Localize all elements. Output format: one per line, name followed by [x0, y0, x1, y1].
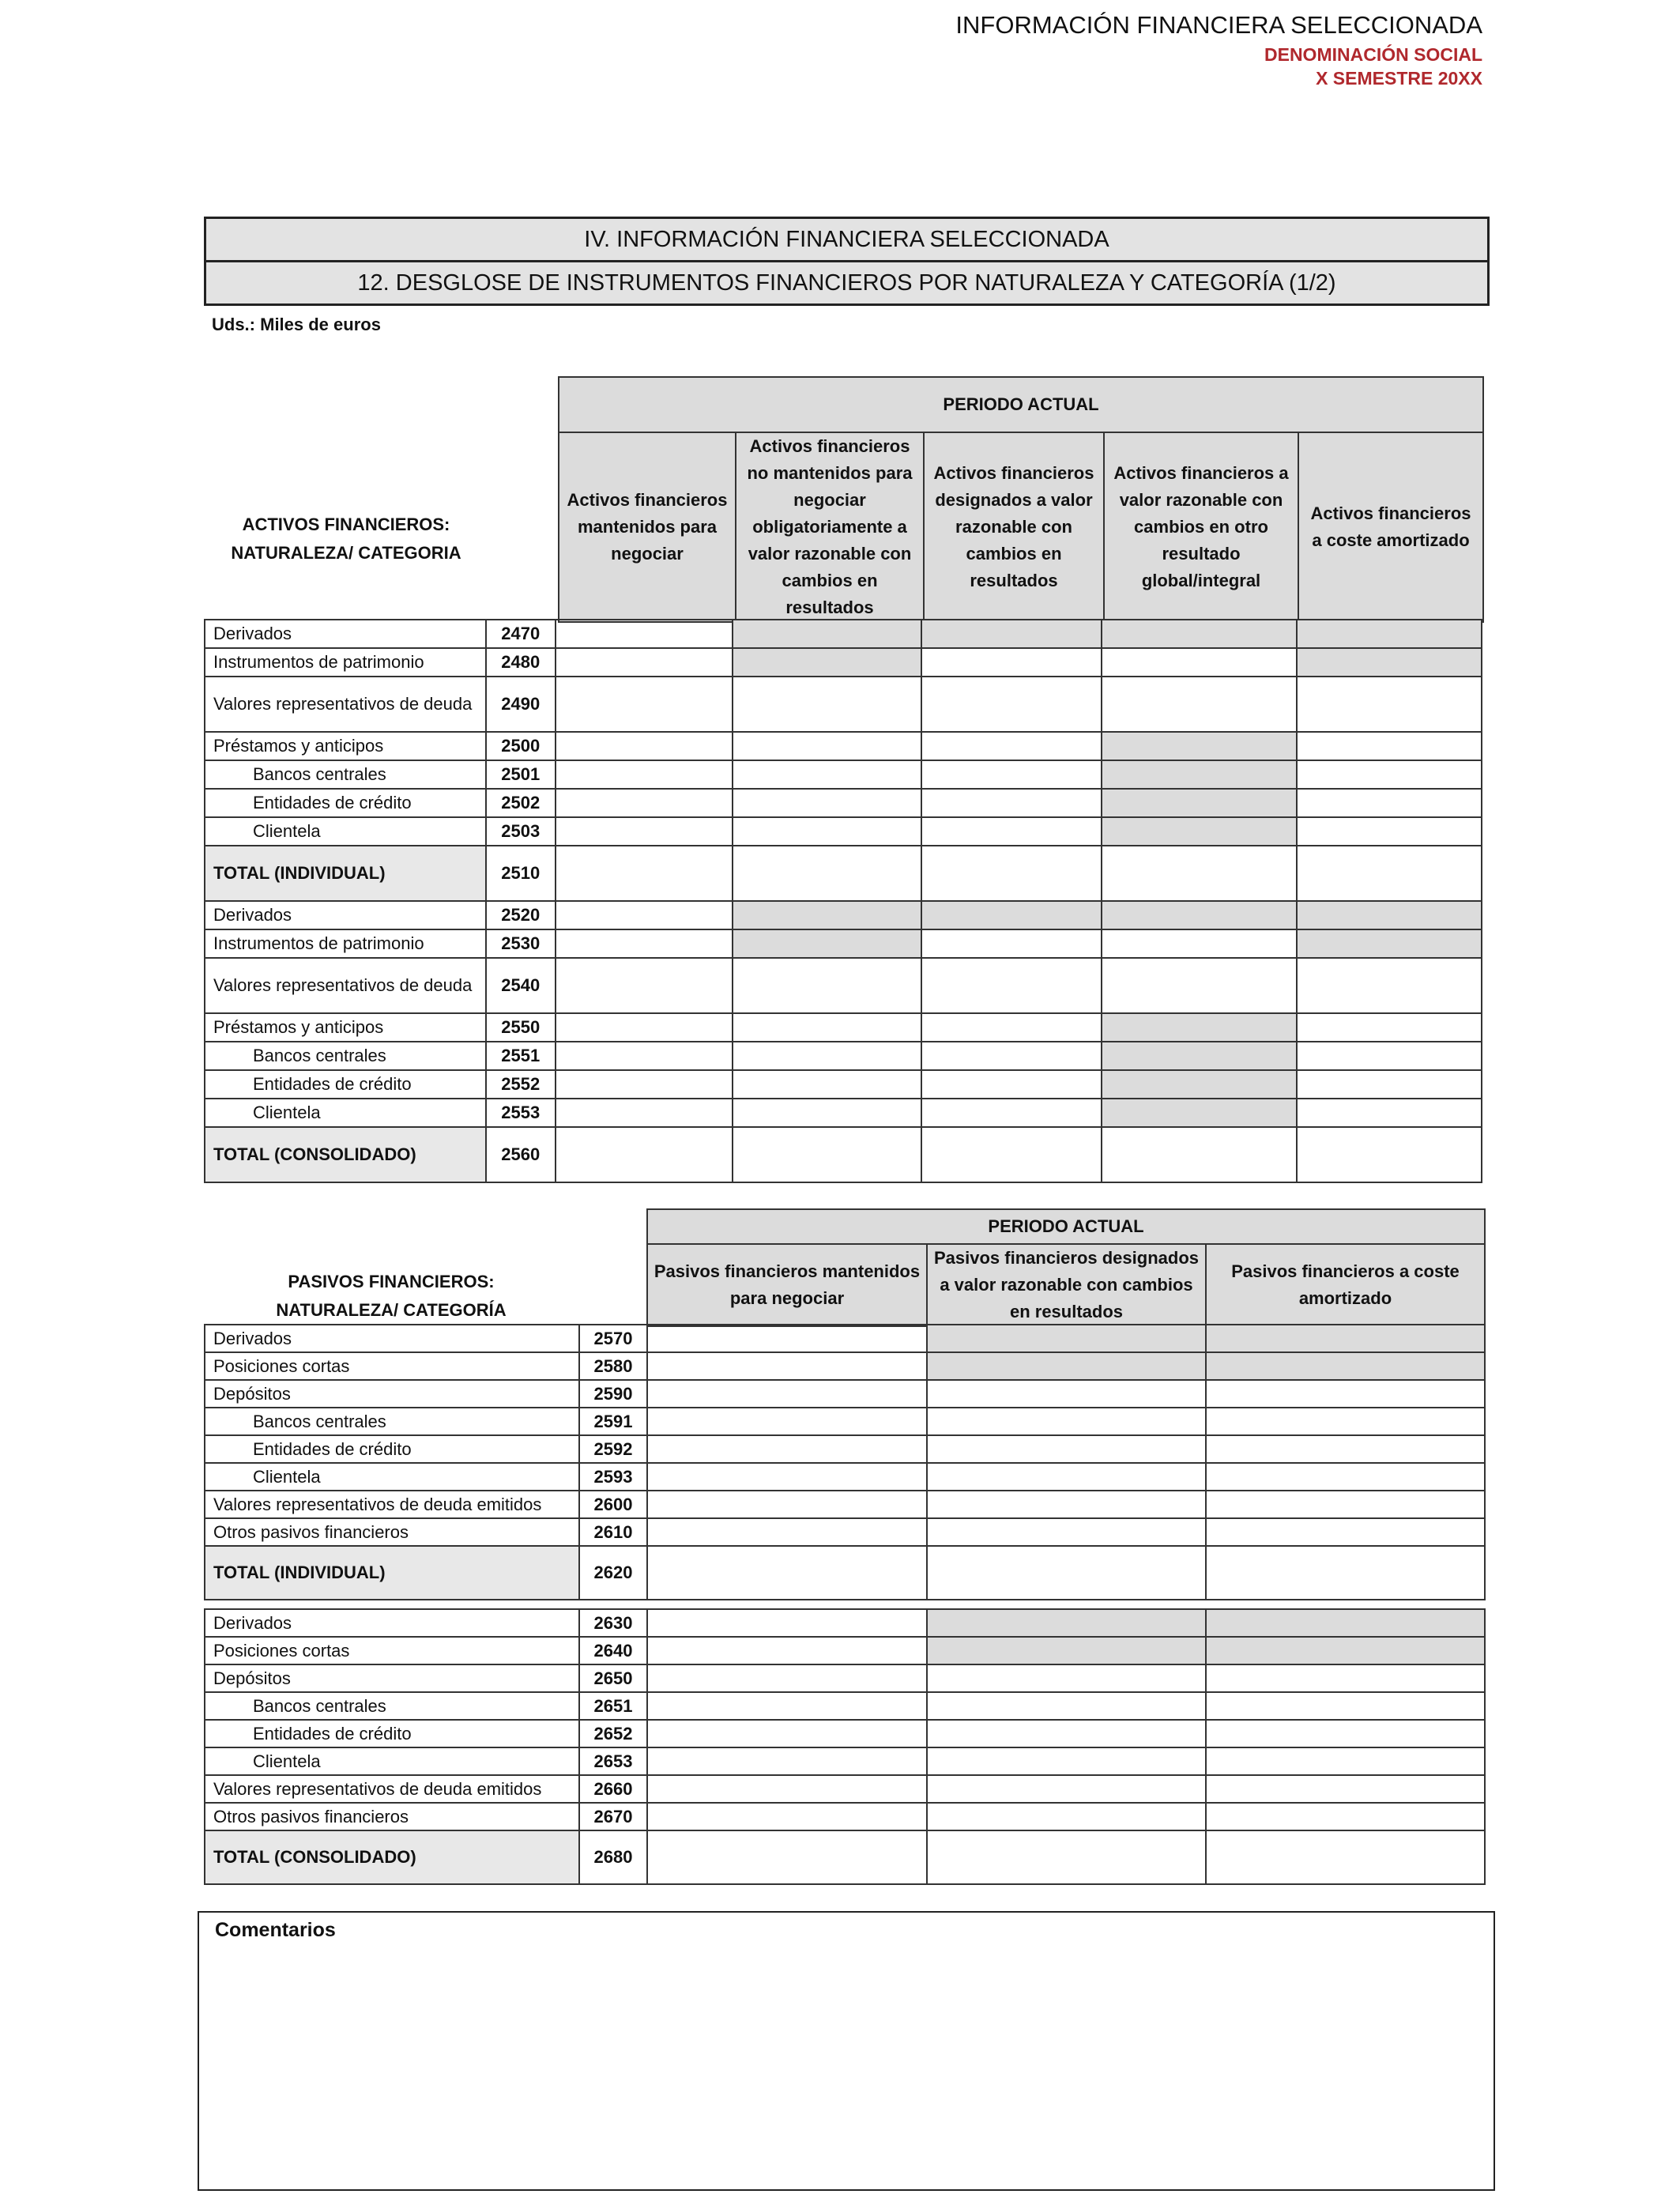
row-label: Posiciones cortas: [205, 1352, 579, 1380]
value-cell[interactable]: [647, 1325, 927, 1352]
row-label: Valores representativos de deuda emitidos: [205, 1491, 579, 1518]
disabled-cell: [1297, 929, 1482, 958]
value-cell[interactable]: [733, 958, 921, 1013]
disabled-cell: [733, 929, 921, 958]
value-cell[interactable]: [556, 1099, 733, 1127]
period-label: X SEMESTRE 20XX: [1316, 68, 1482, 89]
value-cell[interactable]: [1206, 1775, 1485, 1803]
value-cell[interactable]: [927, 1803, 1206, 1830]
value-cell[interactable]: [556, 901, 733, 929]
comments-box[interactable]: [198, 1911, 1495, 2191]
disabled-cell: [1102, 1099, 1296, 1127]
disabled-cell: [1102, 789, 1296, 817]
row-label: Derivados: [205, 1609, 579, 1637]
row-label: Clientela: [205, 1747, 579, 1775]
disabled-cell: [1206, 1325, 1485, 1352]
row-label: Derivados: [205, 620, 486, 648]
row-label: Clientela: [205, 817, 486, 846]
value-cell[interactable]: [927, 1664, 1206, 1692]
row-label: Otros pasivos financieros: [205, 1803, 579, 1830]
disabled-cell: [927, 1325, 1206, 1352]
disabled-cell: [1297, 901, 1482, 929]
row-label: TOTAL (INDIVIDUAL): [205, 846, 486, 901]
assets-period-header: PERIODO ACTUAL: [559, 377, 1483, 432]
value-cell[interactable]: [921, 789, 1102, 817]
table-row: [205, 732, 1482, 760]
value-cell[interactable]: [556, 958, 733, 1013]
table-row: [205, 1408, 1485, 1435]
assets-label-line1: ACTIVOS FINANCIEROS:: [242, 515, 450, 534]
disabled-cell: [1102, 760, 1296, 789]
row-label: Depósitos: [205, 1380, 579, 1408]
value-cell[interactable]: [1206, 1747, 1485, 1775]
value-cell[interactable]: [647, 1692, 927, 1720]
disabled-cell: [1206, 1352, 1485, 1380]
comments-label: Comentarios: [215, 1919, 336, 1941]
assets-col-header: Activos financieros no mantenidos para negociar obligatoriamente a valor razonable con cambios en resultados: [736, 432, 924, 622]
row-code: 2630: [579, 1609, 647, 1637]
assets-col-header: Activos financieros a coste amortizado: [1298, 432, 1483, 622]
row-code: 2592: [579, 1435, 647, 1463]
value-cell[interactable]: [1206, 1463, 1485, 1491]
value-cell[interactable]: [921, 817, 1102, 846]
assets-individual-table: [204, 619, 1482, 902]
value-cell[interactable]: [556, 648, 733, 677]
row-code: 2590: [579, 1380, 647, 1408]
table-row: [205, 1830, 1485, 1884]
value-cell[interactable]: [1297, 789, 1482, 817]
row-code: 2501: [486, 760, 556, 789]
value-cell[interactable]: [556, 1042, 733, 1070]
table-row: [205, 1463, 1485, 1491]
value-cell[interactable]: [927, 1491, 1206, 1518]
value-cell[interactable]: [1206, 1803, 1485, 1830]
value-cell[interactable]: [647, 1830, 927, 1884]
value-cell[interactable]: [556, 817, 733, 846]
row-code: 2530: [486, 929, 556, 958]
value-cell[interactable]: [1206, 1518, 1485, 1546]
row-code: 2500: [486, 732, 556, 760]
row-label: Entidades de crédito: [205, 789, 486, 817]
table-row: [205, 1127, 1482, 1182]
row-label: Instrumentos de patrimonio: [205, 929, 486, 958]
value-cell[interactable]: [921, 732, 1102, 760]
assets-label-line2: NATURALEZA/ CATEGORIA: [231, 543, 461, 563]
value-cell[interactable]: [921, 929, 1102, 958]
value-cell[interactable]: [921, 958, 1102, 1013]
disabled-cell: [927, 1637, 1206, 1664]
row-code: 2651: [579, 1692, 647, 1720]
disabled-cell: [1297, 648, 1482, 677]
row-code: 2490: [486, 677, 556, 732]
page-header-title: INFORMACIÓN FINANCIERA SELECCIONADA: [955, 11, 1482, 39]
value-cell[interactable]: [733, 846, 921, 901]
disabled-cell: [1102, 1013, 1296, 1042]
table-row: [205, 846, 1482, 901]
row-label: Depósitos: [205, 1664, 579, 1692]
table-row: [205, 760, 1482, 789]
value-cell[interactable]: [647, 1664, 927, 1692]
value-cell[interactable]: [556, 929, 733, 958]
table-row: [205, 620, 1482, 648]
value-cell[interactable]: [733, 817, 921, 846]
value-cell[interactable]: [1297, 1099, 1482, 1127]
value-cell[interactable]: [647, 1775, 927, 1803]
liabilities-col-header: Pasivos financieros a coste amortizado: [1206, 1244, 1485, 1326]
value-cell[interactable]: [556, 789, 733, 817]
value-cell[interactable]: [647, 1408, 927, 1435]
disabled-cell: [1297, 620, 1482, 648]
row-label: Bancos centrales: [205, 1408, 579, 1435]
value-cell[interactable]: [927, 1692, 1206, 1720]
value-cell[interactable]: [1206, 1720, 1485, 1747]
value-cell[interactable]: [556, 1070, 733, 1099]
row-label: Instrumentos de patrimonio: [205, 648, 486, 677]
value-cell[interactable]: [921, 846, 1102, 901]
assets-consolidated-table: [204, 900, 1482, 1183]
table-row: [205, 677, 1482, 732]
value-cell[interactable]: [733, 1099, 921, 1127]
value-cell[interactable]: [647, 1491, 927, 1518]
value-cell[interactable]: [647, 1546, 927, 1600]
row-code: 2503: [486, 817, 556, 846]
row-code: 2640: [579, 1637, 647, 1664]
row-code: 2480: [486, 648, 556, 677]
value-cell[interactable]: [921, 1042, 1102, 1070]
liabilities-label-line2: NATURALEZA/ CATEGORÍA: [276, 1300, 507, 1320]
value-cell[interactable]: [927, 1546, 1206, 1600]
value-cell[interactable]: [921, 648, 1102, 677]
value-cell[interactable]: [921, 1127, 1102, 1182]
value-cell[interactable]: [1102, 958, 1296, 1013]
value-cell[interactable]: [921, 1099, 1102, 1127]
table-row: [205, 1747, 1485, 1775]
row-code: 2570: [579, 1325, 647, 1352]
table-row: [205, 1609, 1485, 1637]
value-cell[interactable]: [1102, 846, 1296, 901]
row-code: 2591: [579, 1408, 647, 1435]
value-cell[interactable]: [1206, 1408, 1485, 1435]
value-cell[interactable]: [921, 1070, 1102, 1099]
table-row: [205, 648, 1482, 677]
liabilities-period-header: PERIODO ACTUAL: [647, 1209, 1485, 1244]
value-cell[interactable]: [927, 1720, 1206, 1747]
row-code: 2670: [579, 1803, 647, 1830]
table-row: [205, 1546, 1485, 1600]
disabled-cell: [1102, 817, 1296, 846]
liabilities-consolidated-table: [204, 1608, 1486, 1885]
value-cell[interactable]: [1102, 677, 1296, 732]
disabled-cell: [921, 901, 1102, 929]
row-label: Clientela: [205, 1099, 486, 1127]
value-cell[interactable]: [1297, 760, 1482, 789]
table-row: [205, 1042, 1482, 1070]
value-cell[interactable]: [1206, 1546, 1485, 1600]
row-label: Derivados: [205, 901, 486, 929]
table-row: [205, 1720, 1485, 1747]
value-cell[interactable]: [647, 1637, 927, 1664]
value-cell[interactable]: [1206, 1491, 1485, 1518]
table-row: [205, 1099, 1482, 1127]
value-cell[interactable]: [733, 1127, 921, 1182]
row-label: Clientela: [205, 1463, 579, 1491]
row-code: 2540: [486, 958, 556, 1013]
value-cell[interactable]: [647, 1720, 927, 1747]
value-cell[interactable]: [927, 1830, 1206, 1884]
row-code: 2502: [486, 789, 556, 817]
value-cell[interactable]: [556, 846, 733, 901]
row-label: Derivados: [205, 1325, 579, 1352]
disabled-cell: [1102, 1042, 1296, 1070]
value-cell[interactable]: [733, 789, 921, 817]
value-cell[interactable]: [1206, 1380, 1485, 1408]
row-code: 2600: [579, 1491, 647, 1518]
row-code: 2610: [579, 1518, 647, 1546]
row-label: Valores representativos de deuda emitidos: [205, 1775, 579, 1803]
disabled-cell: [1102, 732, 1296, 760]
value-cell[interactable]: [1206, 1830, 1485, 1884]
row-code: 2552: [486, 1070, 556, 1099]
assets-header-table: [558, 376, 1484, 623]
row-label: TOTAL (INDIVIDUAL): [205, 1546, 579, 1600]
value-cell[interactable]: [1206, 1664, 1485, 1692]
row-label: Entidades de crédito: [205, 1720, 579, 1747]
row-code: 2470: [486, 620, 556, 648]
value-cell[interactable]: [647, 1380, 927, 1408]
value-cell[interactable]: [647, 1609, 927, 1637]
value-cell[interactable]: [556, 620, 733, 648]
value-cell[interactable]: [921, 677, 1102, 732]
disabled-cell: [1102, 620, 1296, 648]
row-code: 2660: [579, 1775, 647, 1803]
row-label: Otros pasivos financieros: [205, 1518, 579, 1546]
disabled-cell: [927, 1609, 1206, 1637]
row-code: 2510: [486, 846, 556, 901]
table-row: [205, 1435, 1485, 1463]
disabled-cell: [1102, 901, 1296, 929]
liabilities-col-header: Pasivos financieros designados a valor razonable con cambios en resultados: [927, 1244, 1206, 1326]
value-cell[interactable]: [733, 677, 921, 732]
table-row: [205, 901, 1482, 929]
row-label: Valores representativos de deuda: [205, 958, 486, 1013]
value-cell[interactable]: [733, 1042, 921, 1070]
value-cell[interactable]: [1297, 817, 1482, 846]
assets-side-label: [204, 511, 488, 567]
row-label: Préstamos y anticipos: [205, 1013, 486, 1042]
value-cell[interactable]: [1297, 1013, 1482, 1042]
liabilities-col-header: Pasivos financieros mantenidos para negociar: [647, 1244, 927, 1326]
value-cell[interactable]: [1297, 1042, 1482, 1070]
section-title: IV. INFORMACIÓN FINANCIERA SELECCIONADA: [204, 217, 1490, 262]
row-code: 2520: [486, 901, 556, 929]
value-cell[interactable]: [1297, 958, 1482, 1013]
value-cell[interactable]: [647, 1463, 927, 1491]
table-row: [205, 817, 1482, 846]
row-label: Bancos centrales: [205, 1042, 486, 1070]
row-code: 2580: [579, 1352, 647, 1380]
value-cell[interactable]: [1206, 1435, 1485, 1463]
row-code: 2652: [579, 1720, 647, 1747]
value-cell[interactable]: [927, 1747, 1206, 1775]
disabled-cell: [1206, 1609, 1485, 1637]
value-cell[interactable]: [921, 1013, 1102, 1042]
value-cell[interactable]: [927, 1408, 1206, 1435]
disabled-cell: [921, 620, 1102, 648]
value-cell[interactable]: [556, 1127, 733, 1182]
table-row: [205, 1325, 1485, 1352]
assets-col-header: Activos financieros designados a valor razonable con cambios en resultados: [924, 432, 1104, 622]
value-cell[interactable]: [1102, 648, 1296, 677]
row-code: 2593: [579, 1463, 647, 1491]
liabilities-side-label: [204, 1268, 578, 1325]
row-code: 2620: [579, 1546, 647, 1600]
value-cell[interactable]: [927, 1435, 1206, 1463]
liabilities-header-table: [646, 1208, 1486, 1327]
value-cell[interactable]: [927, 1518, 1206, 1546]
units-label: Uds.: Miles de euros: [212, 315, 381, 334]
table-row: [205, 1070, 1482, 1099]
row-label: Posiciones cortas: [205, 1637, 579, 1664]
table-row: [205, 1664, 1485, 1692]
value-cell[interactable]: [556, 677, 733, 732]
row-label: TOTAL (CONSOLIDADO): [205, 1830, 579, 1884]
value-cell[interactable]: [1206, 1692, 1485, 1720]
table-row: [205, 1352, 1485, 1380]
table-row: [205, 958, 1482, 1013]
section-subtitle: 12. DESGLOSE DE INSTRUMENTOS FINANCIEROS POR NATURALEZA Y CATEGORÍA (1/2): [204, 260, 1490, 306]
value-cell[interactable]: [733, 732, 921, 760]
value-cell[interactable]: [921, 760, 1102, 789]
row-label: TOTAL (CONSOLIDADO): [205, 1127, 486, 1182]
row-label: Préstamos y anticipos: [205, 732, 486, 760]
table-row: [205, 789, 1482, 817]
liabilities-label-line1: PASIVOS FINANCIEROS:: [288, 1272, 495, 1291]
table-row: [205, 1518, 1485, 1546]
disabled-cell: [733, 648, 921, 677]
value-cell[interactable]: [1297, 846, 1482, 901]
table-row: [205, 929, 1482, 958]
value-cell[interactable]: [556, 1013, 733, 1042]
row-label: Valores representativos de deuda: [205, 677, 486, 732]
row-code: 2653: [579, 1747, 647, 1775]
value-cell[interactable]: [927, 1775, 1206, 1803]
value-cell[interactable]: [927, 1380, 1206, 1408]
row-label: Bancos centrales: [205, 760, 486, 789]
value-cell[interactable]: [647, 1747, 927, 1775]
row-label: Entidades de crédito: [205, 1070, 486, 1099]
value-cell[interactable]: [733, 1070, 921, 1099]
table-row: [205, 1692, 1485, 1720]
table-row: [205, 1775, 1485, 1803]
value-cell[interactable]: [1102, 1127, 1296, 1182]
row-code: 2650: [579, 1664, 647, 1692]
table-row: [205, 1491, 1485, 1518]
value-cell[interactable]: [1102, 929, 1296, 958]
row-code: 2553: [486, 1099, 556, 1127]
value-cell[interactable]: [647, 1518, 927, 1546]
table-row: [205, 1380, 1485, 1408]
value-cell[interactable]: [647, 1803, 927, 1830]
disabled-cell: [733, 901, 921, 929]
table-row: [205, 1637, 1485, 1664]
row-code: 2550: [486, 1013, 556, 1042]
value-cell[interactable]: [556, 732, 733, 760]
value-cell[interactable]: [1297, 732, 1482, 760]
table-row: [205, 1803, 1485, 1830]
value-cell[interactable]: [733, 1013, 921, 1042]
disabled-cell: [1102, 1070, 1296, 1099]
value-cell[interactable]: [647, 1435, 927, 1463]
disabled-cell: [927, 1352, 1206, 1380]
liabilities-individual-table: [204, 1324, 1486, 1600]
row-label: Entidades de crédito: [205, 1435, 579, 1463]
value-cell[interactable]: [647, 1352, 927, 1380]
row-code: 2560: [486, 1127, 556, 1182]
value-cell[interactable]: [927, 1463, 1206, 1491]
entity-name: DENOMINACIÓN SOCIAL: [1264, 44, 1482, 65]
row-code: 2551: [486, 1042, 556, 1070]
assets-col-header: Activos financieros a valor razonable con cambios en otro resultado global/integral: [1104, 432, 1298, 622]
value-cell[interactable]: [1297, 1070, 1482, 1099]
row-label: Bancos centrales: [205, 1692, 579, 1720]
assets-col-header: Activos financieros mantenidos para negociar: [559, 432, 736, 622]
disabled-cell: [733, 620, 921, 648]
value-cell[interactable]: [1297, 1127, 1482, 1182]
disabled-cell: [1206, 1637, 1485, 1664]
table-row: [205, 1013, 1482, 1042]
value-cell[interactable]: [556, 760, 733, 789]
value-cell[interactable]: [1297, 677, 1482, 732]
row-code: 2680: [579, 1830, 647, 1884]
value-cell[interactable]: [733, 760, 921, 789]
